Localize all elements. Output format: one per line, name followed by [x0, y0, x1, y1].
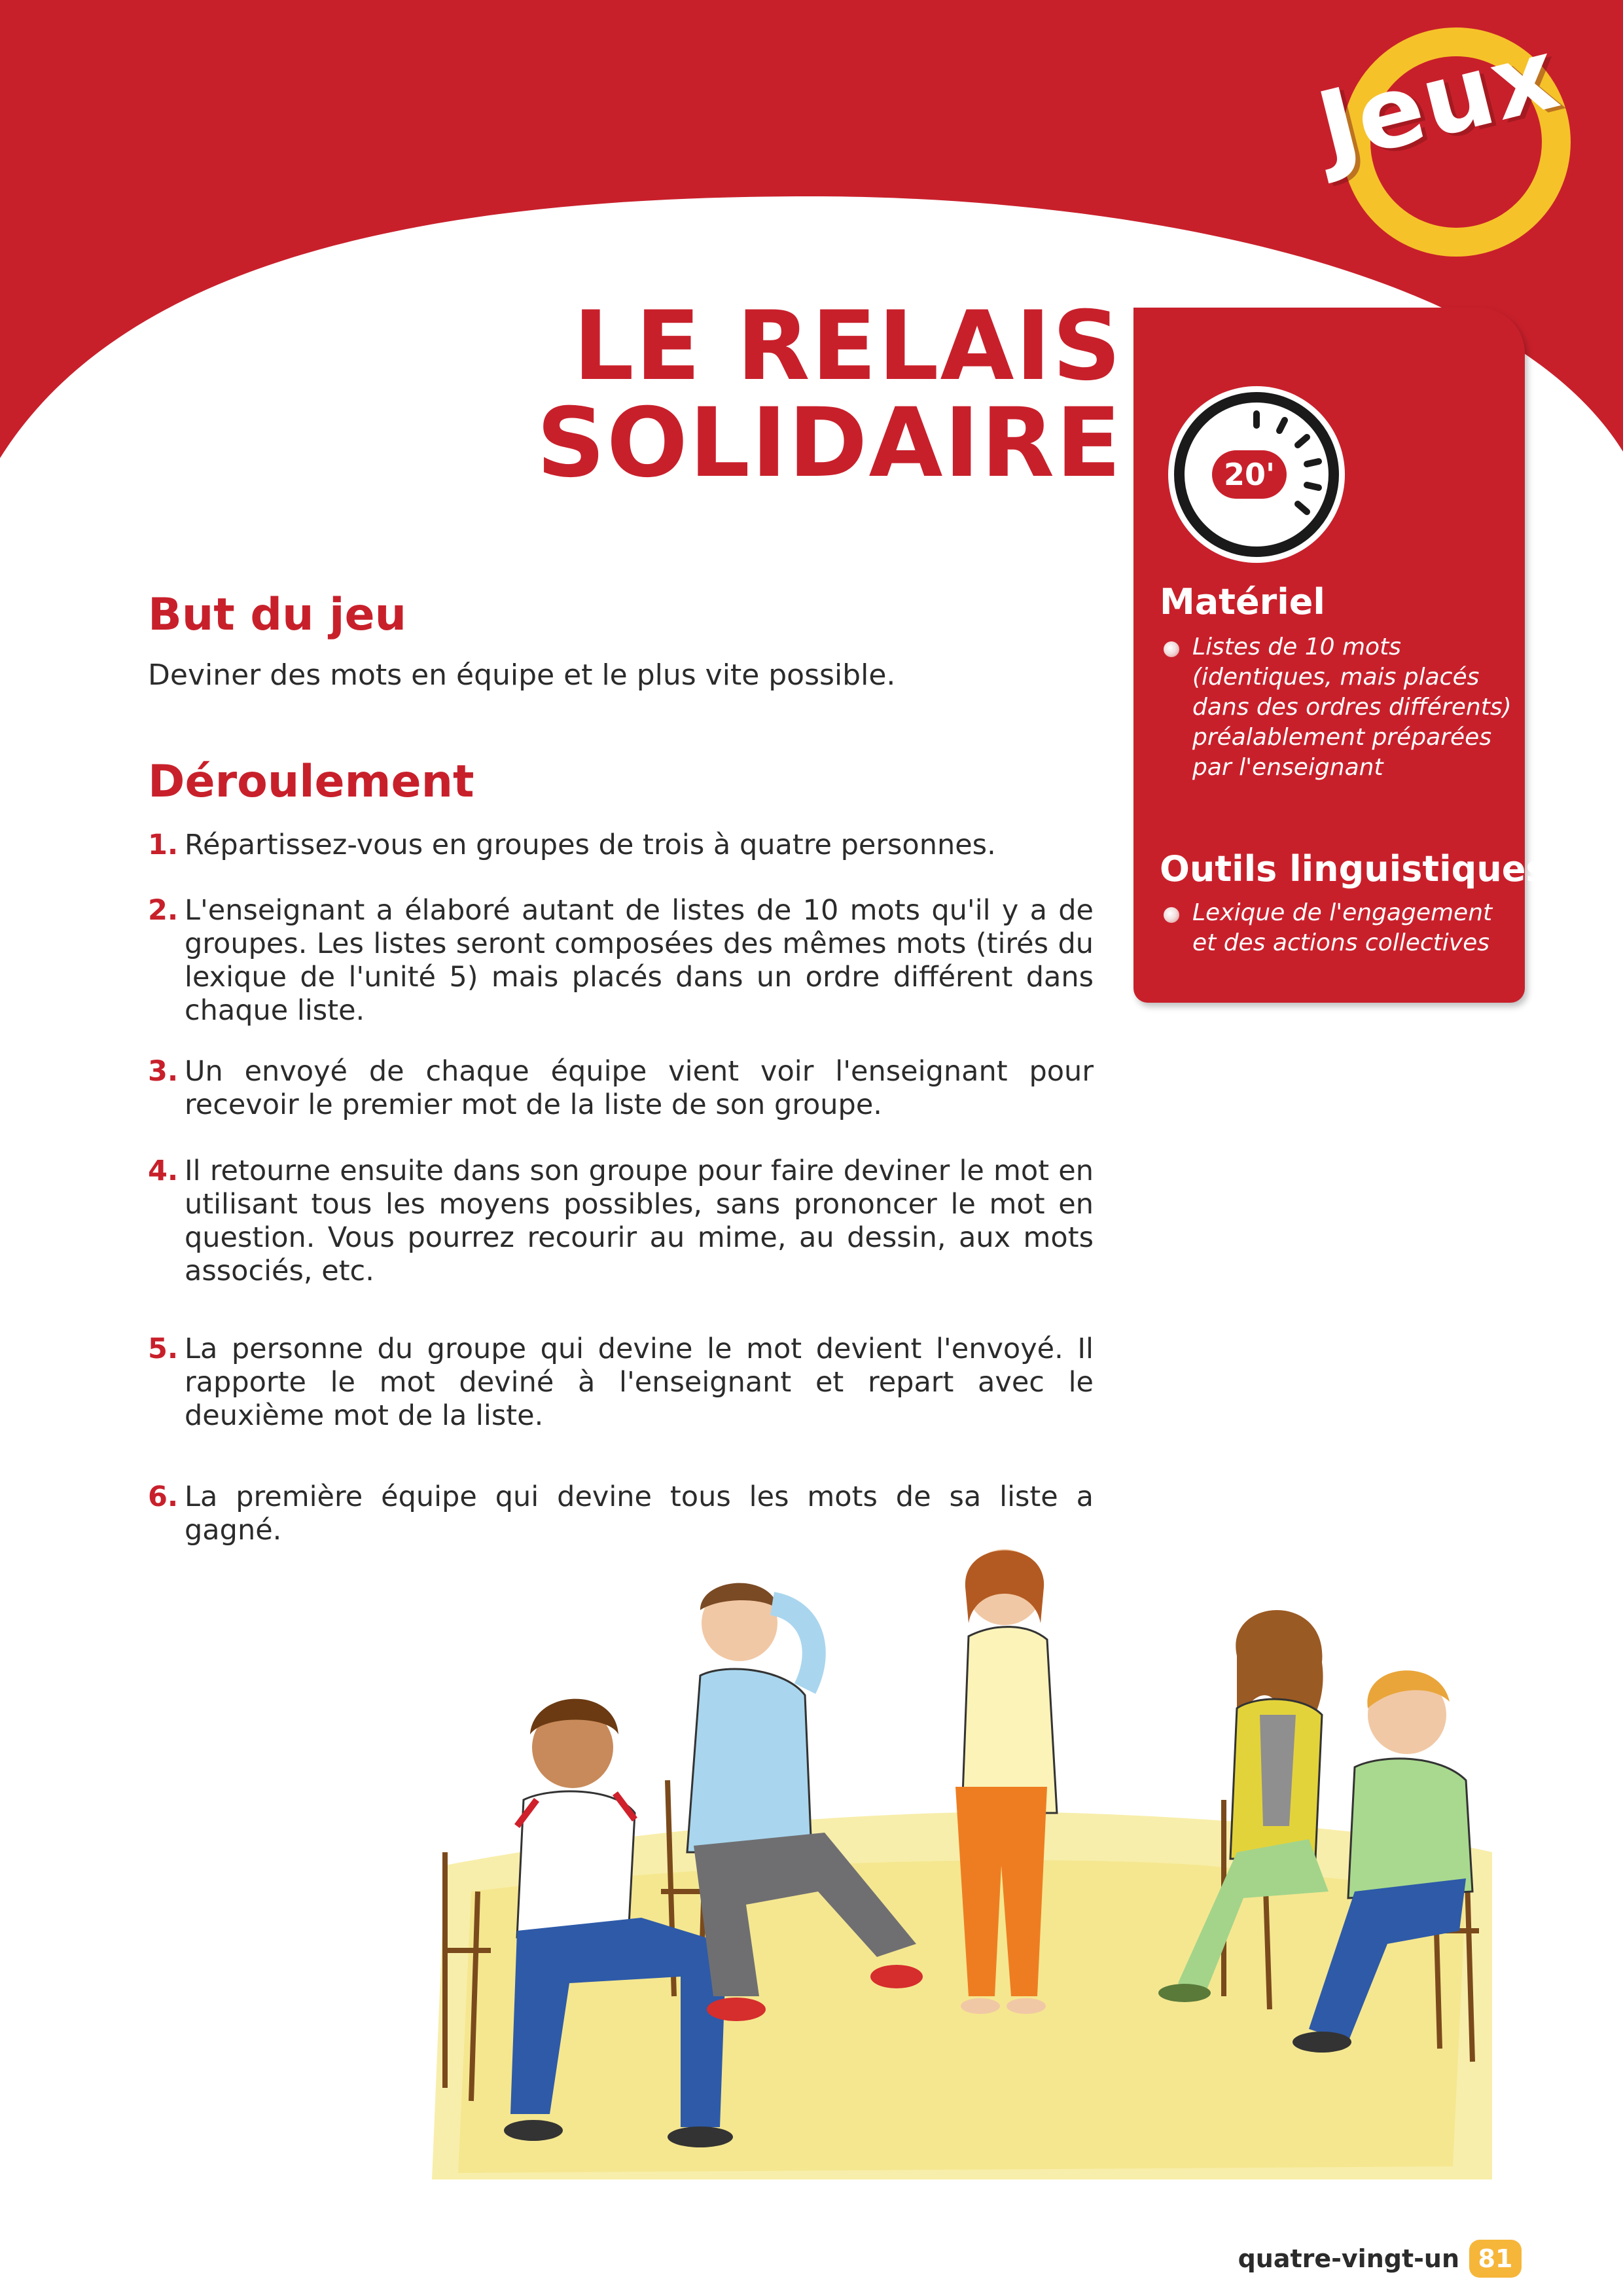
language-tools-item: Lexique de l'engagement et des actions collectives	[1192, 899, 1493, 956]
procedure-heading: Déroulement	[148, 756, 474, 808]
step-number: 6.	[148, 1480, 179, 1513]
procedure-step	[148, 829, 1094, 862]
bullet-icon	[1164, 907, 1179, 923]
jeux-badge-label: Jeux	[1307, 16, 1570, 187]
step-number: 3.	[148, 1055, 179, 1088]
material-item: Listes de 10 mots (identiques, mais placés dans des ordres différents) préalablement préparées par l'enseignant	[1192, 634, 1512, 781]
material-heading: Matériel	[1160, 581, 1325, 622]
step-number: 4.	[148, 1155, 179, 1187]
page-title	[458, 291, 1122, 499]
step-text: La première équipe qui devine tous les mots de sa liste a gagné.	[185, 1480, 1094, 1547]
step-text: Il retourne ensuite dans son groupe pour faire deviner le mot en utilisant tous les moyens possibles, sans prononcer le mot en question. Vous pourrez recourir au mime, au dessin, aux mots associés, etc.	[185, 1155, 1094, 1287]
procedure-step	[148, 1055, 1094, 1122]
procedure-step	[148, 1333, 1094, 1433]
bullet-icon	[1164, 641, 1179, 657]
step-number: 5.	[148, 1333, 179, 1365]
goal-text: Deviner des mots en équipe et le plus vite possible.	[148, 658, 896, 692]
step-number: 1.	[148, 829, 179, 861]
procedure-step	[148, 1155, 1094, 1288]
duration-badge: 20'	[1212, 450, 1287, 499]
title-line-1: LE RELAIS	[573, 291, 1122, 402]
group-illustration	[419, 1525, 1505, 2193]
step-text: Répartissez-vous en groupes de trois à quatre personnes.	[185, 829, 996, 861]
step-text: La personne du groupe qui devine le mot devient l'envoyé. Il rapporte le mot deviné à l'enseignant et repart avec le deuxième mot de la liste.	[185, 1333, 1094, 1432]
title-line-2: SOLIDAIRE	[536, 387, 1122, 499]
procedure-step	[148, 894, 1094, 1028]
page-number-badge: 81	[1469, 2240, 1522, 2278]
step-number: 2.	[148, 894, 179, 927]
step-text: Un envoyé de chaque équipe vient voir l'enseignant pour recevoir le premier mot de la liste de son groupe.	[185, 1055, 1094, 1121]
page-number-words: quatre-vingt-un	[1238, 2244, 1459, 2273]
step-text: L'enseignant a élaboré autant de listes de 10 mots qu'il y a de groupes. Les listes seront composées des mêmes mots (tirés du lexique de l'unité 5) mais placés dans un ordre différent dans chaque liste.	[185, 894, 1094, 1027]
goal-heading: But du jeu	[148, 589, 407, 641]
language-tools-heading: Outils linguistiques	[1160, 848, 1547, 889]
